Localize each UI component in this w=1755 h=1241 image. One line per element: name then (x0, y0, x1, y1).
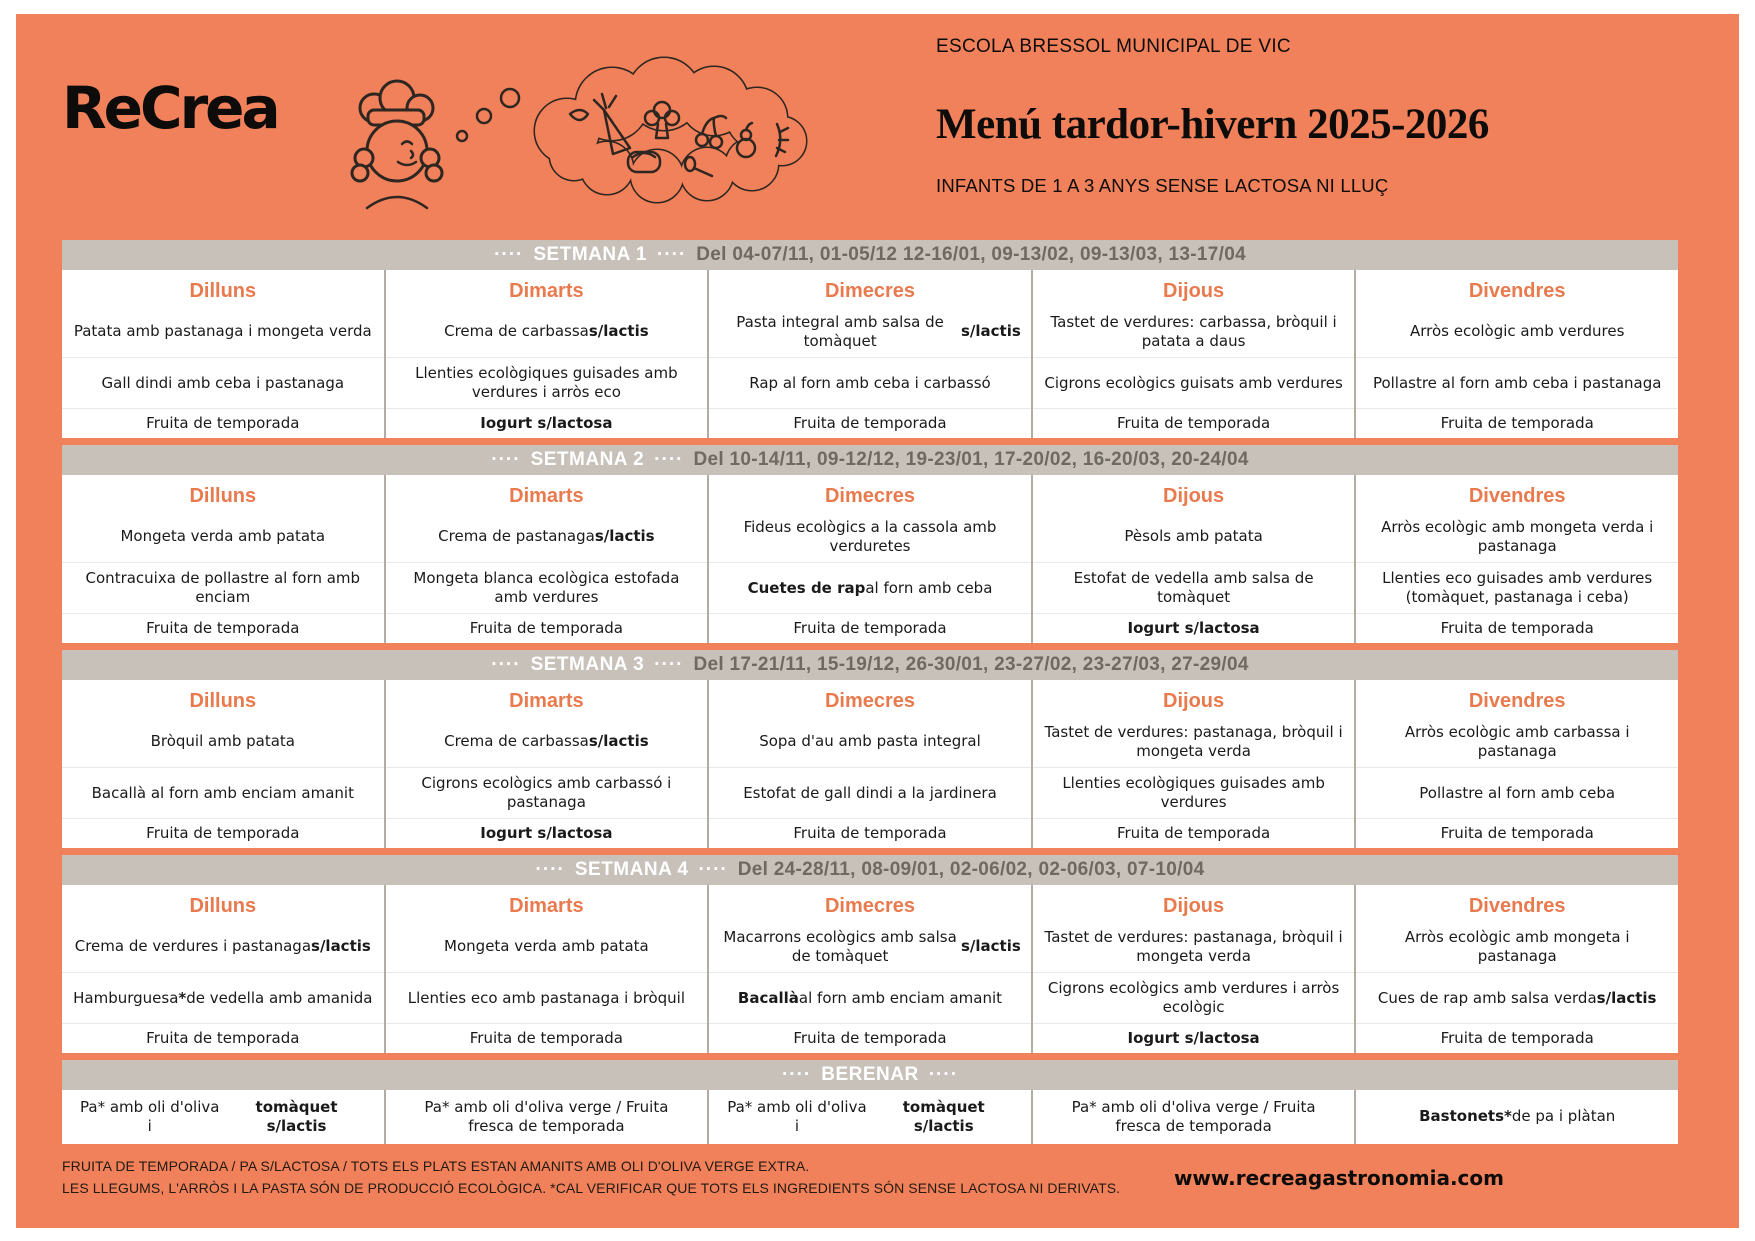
day-header: Dimarts (509, 484, 584, 507)
day-header: Dilluns (189, 894, 257, 917)
dish-item: Fideus ecològics a la cassola amb verduretes (743, 517, 997, 555)
dish-item: Llenties ecològiques guisades amb verdures i arròs eco (386, 357, 708, 408)
day-header: Dijous (1163, 279, 1225, 302)
dessert-item: Fruita de temporada (1356, 818, 1678, 848)
dish-item: Pasta integral amb salsa de tomàquet s/lactis (736, 312, 1021, 350)
decorative-dots: ···· (781, 1064, 812, 1085)
dish-item: Bacallà al forn amb enciam amanit (62, 767, 384, 818)
day-column (1033, 475, 1355, 643)
dessert-item: Fruita de temporada (709, 408, 1031, 438)
footer-note-line2: LES LLEGUMS, L'ARRÒS I LA PASTA SÓN DE PRODUCCIÓ ECOLÒGICA. *CAL VERIFICAR QUE TOTS ELS INGREDIENTS SÓN SENSE LACTOSA NI DERIVATS. (62, 1179, 1121, 1196)
dish-item: Cuetes de rap al forn amb ceba (709, 562, 1031, 613)
decorative-dots: ···· (494, 244, 524, 265)
week-section-1 (62, 240, 1678, 438)
dish-item: Cues de rap amb salsa verda s/lactis (1356, 972, 1678, 1023)
berenar-item: Bastonets* de pa i plàtan (1356, 1090, 1678, 1144)
dessert-item: Fruita de temporada (709, 613, 1031, 643)
berenar-section (62, 1060, 1678, 1144)
day-column (1356, 475, 1678, 643)
berenar-item: Pa* amb oli d'oliva i tomàquet s/lactis (62, 1090, 384, 1144)
decorative-dots: ···· (698, 859, 728, 880)
header (16, 14, 1739, 240)
dish-item: Crema de carbassa s/lactis (444, 732, 649, 751)
dish-item: Gall dindi amb ceba i pastanaga (62, 357, 384, 408)
dessert-item: Iogurt s/lactosa (1033, 1023, 1355, 1053)
week-section-2 (62, 445, 1678, 643)
day-column (62, 680, 384, 848)
decorative-dots: ···· (654, 654, 684, 675)
section-header-bar (62, 855, 1678, 885)
day-column (1356, 270, 1678, 438)
day-header: Dimarts (509, 894, 584, 917)
day-header: Dimecres (824, 689, 916, 712)
menu-title: Menú tardor-hivern 2025-2026 (936, 101, 1489, 148)
section-label: SETMANA 2 (530, 449, 645, 470)
day-column (386, 680, 708, 848)
day-header: Dijous (1163, 894, 1225, 917)
footer (62, 1156, 1739, 1199)
week-dates: Del 10-14/11, 09-12/12, 19-23/01, 17-20/02, 16-20/03, 20-24/04 (693, 449, 1249, 470)
dish-item: Sopa d'au amb pasta integral (759, 732, 981, 751)
week-grid (62, 270, 1678, 438)
dish-item: Contracuixa de pollastre al forn amb enciam (62, 562, 384, 613)
berenar-item: Pa* amb oli d'oliva verge / Fruita fresca de temporada (1033, 1090, 1355, 1144)
day-header: Dijous (1163, 689, 1225, 712)
berenar-item: Pa* amb oli d'oliva i tomàquet s/lactis (709, 1090, 1031, 1144)
school-name: ESCOLA BRESSOL MUNICIPAL DE VIC (936, 36, 1291, 57)
dish-item: Patata amb pastanaga i mongeta verda (73, 322, 372, 341)
menu-card (16, 14, 1739, 1228)
decorative-dots: ···· (928, 1064, 959, 1085)
menu-subtitle: INFANTS DE 1 A 3 ANYS SENSE LACTOSA NI LLUÇ (936, 175, 1389, 196)
dish-item: Estofat de gall dindi a la jardinera (709, 767, 1031, 818)
dish-item: Mongeta verda amb patata (120, 527, 326, 546)
dessert-item: Iogurt s/lactosa (386, 818, 708, 848)
day-column (709, 680, 1031, 848)
day-column (386, 270, 708, 438)
dish-item: Arròs ecològic amb mongeta i pastanaga (1404, 927, 1630, 965)
dessert-item: Fruita de temporada (1033, 408, 1355, 438)
day-header: Dimecres (824, 894, 916, 917)
section-header-bar (62, 240, 1678, 270)
dish-item: Tastet de verdures: carbassa, bròquil i patata a daus (1050, 312, 1337, 350)
day-header: Divendres (1468, 279, 1566, 302)
dessert-item: Fruita de temporada (1356, 1023, 1678, 1053)
section-label: SETMANA 4 (574, 859, 689, 880)
dish-item: Cigrons ecològics guisats amb verdures (1033, 357, 1355, 408)
day-column (62, 475, 384, 643)
day-header: Dijous (1163, 484, 1225, 507)
section-label: SETMANA 1 (533, 244, 647, 265)
footer-note-line1: FRUITA DE TEMPORADA / PA S/LACTOSA / TOTS ELS PLATS ESTAN AMANITS AMB OLI D'OLIVA VERGE EXTRA. (62, 1158, 810, 1174)
dish-item: Rap al forn amb ceba i carbassó (709, 357, 1031, 408)
dessert-item: Fruita de temporada (709, 1023, 1031, 1053)
section-header-bar (62, 1060, 1678, 1090)
dish-item: Pollastre al forn amb ceba i pastanaga (1356, 357, 1678, 408)
day-column (1033, 885, 1355, 1053)
dish-item: Pollastre al forn amb ceba (1356, 767, 1678, 818)
dessert-item: Fruita de temporada (386, 613, 708, 643)
dish-item: Arròs ecològic amb mongeta verda i pastanaga (1381, 517, 1654, 555)
dessert-item: Fruita de temporada (62, 408, 384, 438)
day-column (62, 885, 384, 1053)
berenar-item: Pa* amb oli d'oliva verge / Fruita fresca de temporada (386, 1090, 708, 1144)
week-dates: Del 24-28/11, 08-09/01, 02-06/02, 02-06/03, 07-10/04 (737, 859, 1205, 880)
dish-item: Llenties eco guisades amb verdures (tomàquet, pastanaga i ceba) (1356, 562, 1678, 613)
day-header: Divendres (1468, 689, 1566, 712)
dish-item: Hamburguesa * de vedella amb amanida (62, 972, 384, 1023)
dish-item: Bacallà al forn amb enciam amanit (709, 972, 1031, 1023)
week-dates: Del 17-21/11, 15-19/12, 26-30/01, 23-27/02, 23-27/03, 27-29/04 (693, 654, 1249, 675)
day-column (386, 475, 708, 643)
day-column (1356, 680, 1678, 848)
day-header: Dilluns (189, 689, 257, 712)
day-column (709, 885, 1031, 1053)
dish-item: Arròs ecològic amb carbassa i pastanaga (1404, 722, 1630, 760)
day-header: Dilluns (189, 279, 257, 302)
menu-table (62, 240, 1678, 1144)
section-label: SETMANA 3 (530, 654, 645, 675)
day-column (1033, 270, 1355, 438)
day-column (386, 885, 708, 1053)
day-column (709, 270, 1031, 438)
dish-item: Arròs ecològic amb verdures (1409, 322, 1625, 341)
chef-thinking-illustration (312, 56, 852, 216)
week-dates: Del 04-07/11, 01-05/12 12-16/01, 09-13/02, 09-13/03, 13-17/04 (696, 244, 1246, 265)
dish-item: Crema de pastanaga s/lactis (438, 527, 655, 546)
day-column (1356, 885, 1678, 1053)
day-column (1033, 680, 1355, 848)
dessert-item: Iogurt s/lactosa (386, 408, 708, 438)
dish-item: Llenties eco amb pastanaga i bròquil (386, 972, 708, 1023)
dessert-item: Fruita de temporada (1033, 818, 1355, 848)
weeks-container (62, 240, 1678, 1144)
decorative-dots: ···· (656, 244, 687, 265)
week-grid (62, 885, 1678, 1053)
dessert-item: Fruita de temporada (62, 818, 384, 848)
header-right (936, 36, 1536, 197)
decorative-dots: ···· (491, 449, 521, 470)
berenar-grid (62, 1090, 1678, 1144)
section-header-bar (62, 445, 1678, 475)
dessert-item: Fruita de temporada (386, 1023, 708, 1053)
decorative-dots: ···· (535, 859, 565, 880)
day-header: Dimarts (509, 279, 584, 302)
day-header: Divendres (1468, 894, 1566, 917)
dessert-item: Fruita de temporada (1356, 408, 1678, 438)
day-header: Dimecres (824, 484, 916, 507)
day-header: Divendres (1468, 484, 1566, 507)
day-header: Dilluns (189, 484, 257, 507)
week-grid (62, 680, 1678, 848)
dish-item: Mongeta blanca ecològica estofada amb verdures (386, 562, 708, 613)
dish-item: Bròquil amb patata (150, 732, 295, 751)
day-header: Dimarts (509, 689, 584, 712)
week-grid (62, 475, 1678, 643)
recrea-logo: ReCrea (62, 74, 278, 142)
dessert-item: Fruita de temporada (709, 818, 1031, 848)
dessert-item: Fruita de temporada (1356, 613, 1678, 643)
dish-item: Mongeta verda amb patata (444, 937, 649, 956)
day-header: Dimecres (824, 279, 916, 302)
dessert-item: Iogurt s/lactosa (1033, 613, 1355, 643)
dish-item: Cigrons ecològics amb carbassó i pastanaga (386, 767, 708, 818)
day-column (709, 475, 1031, 643)
section-header-bar (62, 650, 1678, 680)
dish-item: Tastet de verdures: pastanaga, bròquil i mongeta verda (1044, 722, 1343, 760)
decorative-dots: ···· (654, 449, 684, 470)
section-label: BERENAR (821, 1064, 919, 1085)
dish-item: Llenties ecològiques guisades amb verdures (1033, 767, 1355, 818)
dish-item: Tastet de verdures: pastanaga, bròquil i mongeta verda (1044, 927, 1343, 965)
week-section-4 (62, 855, 1678, 1053)
dish-item: Cigrons ecològics amb verdures i arròs ecològic (1033, 972, 1355, 1023)
day-column (62, 270, 384, 438)
website-text: www.recreagastronomia.com (1173, 1165, 1504, 1190)
dessert-item: Fruita de temporada (62, 1023, 384, 1053)
dish-item: Pèsols amb patata (1124, 527, 1263, 546)
decorative-dots: ···· (491, 654, 521, 675)
week-section-3 (62, 650, 1678, 848)
footer-notes (62, 1156, 1174, 1199)
dish-item: Crema de verdures i pastanaga s/lactis (74, 937, 371, 956)
dish-item: Crema de carbassa s/lactis (444, 322, 649, 341)
dessert-item: Fruita de temporada (62, 613, 384, 643)
dish-item: Macarrons ecològics amb salsa de tomàquet s/lactis (723, 927, 1021, 965)
dish-item: Estofat de vedella amb salsa de tomàquet (1033, 562, 1355, 613)
